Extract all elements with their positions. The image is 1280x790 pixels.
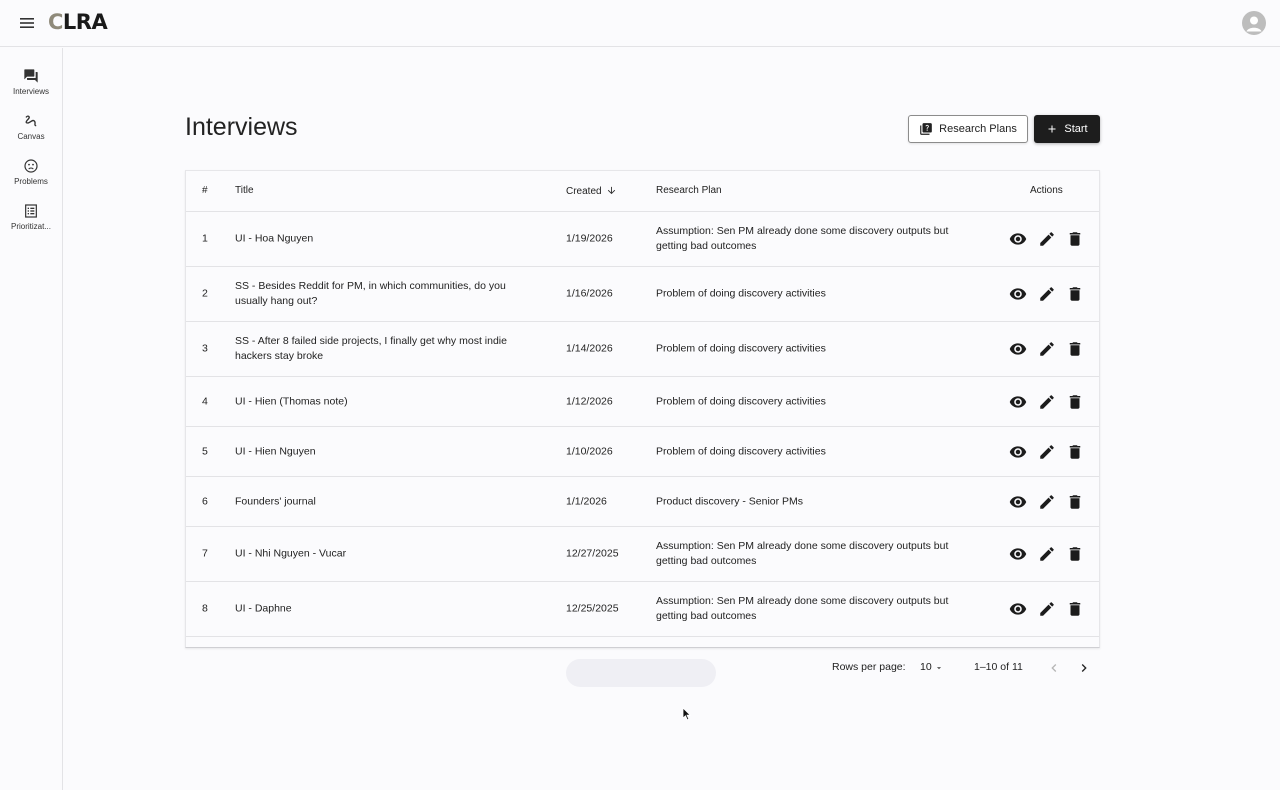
header-title[interactable]: Title <box>235 185 254 196</box>
row-title: Founders' journal <box>235 495 316 507</box>
row-number: 4 <box>202 395 208 407</box>
row-title: UI - Hien Nguyen <box>235 445 316 457</box>
edit-icon[interactable] <box>1038 285 1056 303</box>
header-created-label: Created <box>566 186 602 197</box>
sidebar-item-prioritization[interactable] <box>0 203 62 245</box>
row-number: 2 <box>202 287 208 300</box>
row-title: SS - After 8 failed side projects, I finally get why most indie hackers stay broke <box>235 335 507 362</box>
table-row <box>186 212 1100 267</box>
row-number: 1 <box>202 232 208 245</box>
edit-icon[interactable] <box>1038 230 1056 248</box>
row-number: 3 <box>202 342 208 355</box>
table-row <box>186 377 1100 427</box>
prev-page-button[interactable] <box>1046 660 1062 676</box>
next-page-button[interactable] <box>1076 660 1092 676</box>
toast <box>566 659 716 687</box>
header-created[interactable] <box>566 185 617 197</box>
sidebar-item-canvas[interactable] <box>0 113 62 155</box>
app-logo[interactable]: CLRA <box>48 10 108 34</box>
row-research-plan: Problem of doing discovery activities <box>656 342 826 355</box>
interviews-table <box>185 170 1100 648</box>
view-icon[interactable] <box>1009 545 1027 563</box>
edit-icon[interactable] <box>1038 393 1056 411</box>
header-num: # <box>202 185 208 196</box>
row-research-plan: Problem of doing discovery activities <box>656 445 826 457</box>
edit-icon[interactable] <box>1038 545 1056 563</box>
row-created: 1/10/2026 <box>566 445 613 457</box>
squiggle-icon <box>23 113 39 129</box>
header-actions: Actions <box>1030 185 1063 196</box>
row-created: 12/25/2025 <box>566 602 619 615</box>
arrow-down-icon <box>606 185 617 196</box>
start-button[interactable] <box>1034 115 1100 143</box>
row-title: UI - Hoa Nguyen <box>235 232 314 245</box>
delete-icon[interactable] <box>1066 230 1084 248</box>
table-row <box>186 582 1100 637</box>
row-research-plan: Assumption: Sen PM already done some discovery outputs but getting bad outcomes <box>656 225 949 252</box>
caret-down-icon <box>934 663 944 673</box>
sidebar-item-label: Interviews <box>12 87 49 96</box>
row-actions <box>1009 493 1089 511</box>
view-icon[interactable] <box>1009 393 1027 411</box>
edit-icon[interactable] <box>1038 443 1056 461</box>
rows-per-page-label: Rows per page: <box>832 661 906 673</box>
row-actions <box>1009 340 1089 358</box>
rows-per-page-value: 10 <box>920 661 932 673</box>
row-research-plan: Assumption: Sen PM already done some discovery outputs but getting bad outcomes <box>656 540 949 567</box>
row-number: 5 <box>202 445 208 457</box>
row-number: 7 <box>202 547 208 560</box>
table-row <box>186 267 1100 322</box>
delete-icon[interactable] <box>1066 443 1084 461</box>
row-title: UI - Hien (Thomas note) <box>235 395 348 407</box>
edit-icon[interactable] <box>1038 493 1056 511</box>
row-created: 12/27/2025 <box>566 547 619 560</box>
view-icon[interactable] <box>1009 443 1027 461</box>
row-research-plan: Problem of doing discovery activities <box>656 395 826 407</box>
row-number: 8 <box>202 602 208 615</box>
view-icon[interactable] <box>1009 230 1027 248</box>
research-plans-label: Research Plans <box>939 123 1017 135</box>
list-icon <box>23 203 39 219</box>
row-actions <box>1009 443 1089 461</box>
edit-icon[interactable] <box>1038 340 1056 358</box>
library-icon <box>919 122 933 136</box>
delete-icon[interactable] <box>1066 545 1084 563</box>
row-actions <box>1009 230 1089 248</box>
table-row <box>186 527 1100 582</box>
delete-icon[interactable] <box>1066 393 1084 411</box>
edit-icon[interactable] <box>1038 600 1056 618</box>
row-actions <box>1009 600 1089 618</box>
view-icon[interactable] <box>1009 285 1027 303</box>
sad-face-icon <box>23 158 39 174</box>
sidebar-item-interviews[interactable] <box>0 68 62 110</box>
row-title: UI - Daphne <box>235 602 292 615</box>
app-bar <box>0 0 1280 47</box>
row-research-plan: Problem of doing discovery activities <box>656 287 826 300</box>
row-created: 1/16/2026 <box>566 287 613 300</box>
row-created: 1/14/2026 <box>566 342 613 355</box>
row-created: 1/1/2026 <box>566 495 607 507</box>
row-actions <box>1009 545 1089 563</box>
chevron-right-icon <box>1076 660 1092 676</box>
row-number: 6 <box>202 495 208 507</box>
chevron-left-icon <box>1046 660 1062 676</box>
delete-icon[interactable] <box>1066 493 1084 511</box>
page-title: Interviews <box>185 113 298 141</box>
row-created: 1/12/2026 <box>566 395 613 407</box>
row-title: UI - Nhi Nguyen - Vucar <box>235 547 347 560</box>
mouse-cursor-icon <box>682 707 692 721</box>
sidebar-item-label: Canvas <box>17 132 45 141</box>
rows-per-page-select[interactable] <box>920 661 948 675</box>
row-created: 1/19/2026 <box>566 232 613 245</box>
sidebar <box>0 48 63 790</box>
delete-icon[interactable] <box>1066 600 1084 618</box>
research-plans-button[interactable] <box>908 115 1028 143</box>
row-title: SS - Besides Reddit for PM, in which communities, do you usually hang out? <box>235 280 506 307</box>
row-actions <box>1009 393 1089 411</box>
table-row <box>186 477 1100 527</box>
sidebar-item-label: Prioritizat... <box>10 222 51 231</box>
delete-icon[interactable] <box>1066 340 1084 358</box>
view-icon[interactable] <box>1009 493 1027 511</box>
delete-icon[interactable] <box>1066 285 1084 303</box>
view-icon[interactable] <box>1009 340 1027 358</box>
sidebar-item-problems[interactable] <box>0 158 62 200</box>
row-actions <box>1009 285 1089 303</box>
menu-icon[interactable] <box>17 12 37 34</box>
table-row <box>186 427 1100 477</box>
plus-icon <box>1046 123 1058 135</box>
row-research-plan: Assumption: Sen PM already done some discovery outputs but getting bad outcomes <box>656 595 949 622</box>
chat-icon <box>23 68 39 84</box>
pagination-range: 1–10 of 11 <box>974 661 1023 673</box>
start-label: Start <box>1064 123 1088 135</box>
header-plan[interactable]: Research Plan <box>656 185 722 196</box>
table-header <box>186 171 1100 212</box>
table-row <box>186 322 1100 377</box>
row-research-plan: Product discovery - Senior PMs <box>656 495 804 507</box>
sidebar-item-label: Problems <box>14 177 48 186</box>
view-icon[interactable] <box>1009 600 1027 618</box>
avatar[interactable] <box>1242 11 1266 35</box>
